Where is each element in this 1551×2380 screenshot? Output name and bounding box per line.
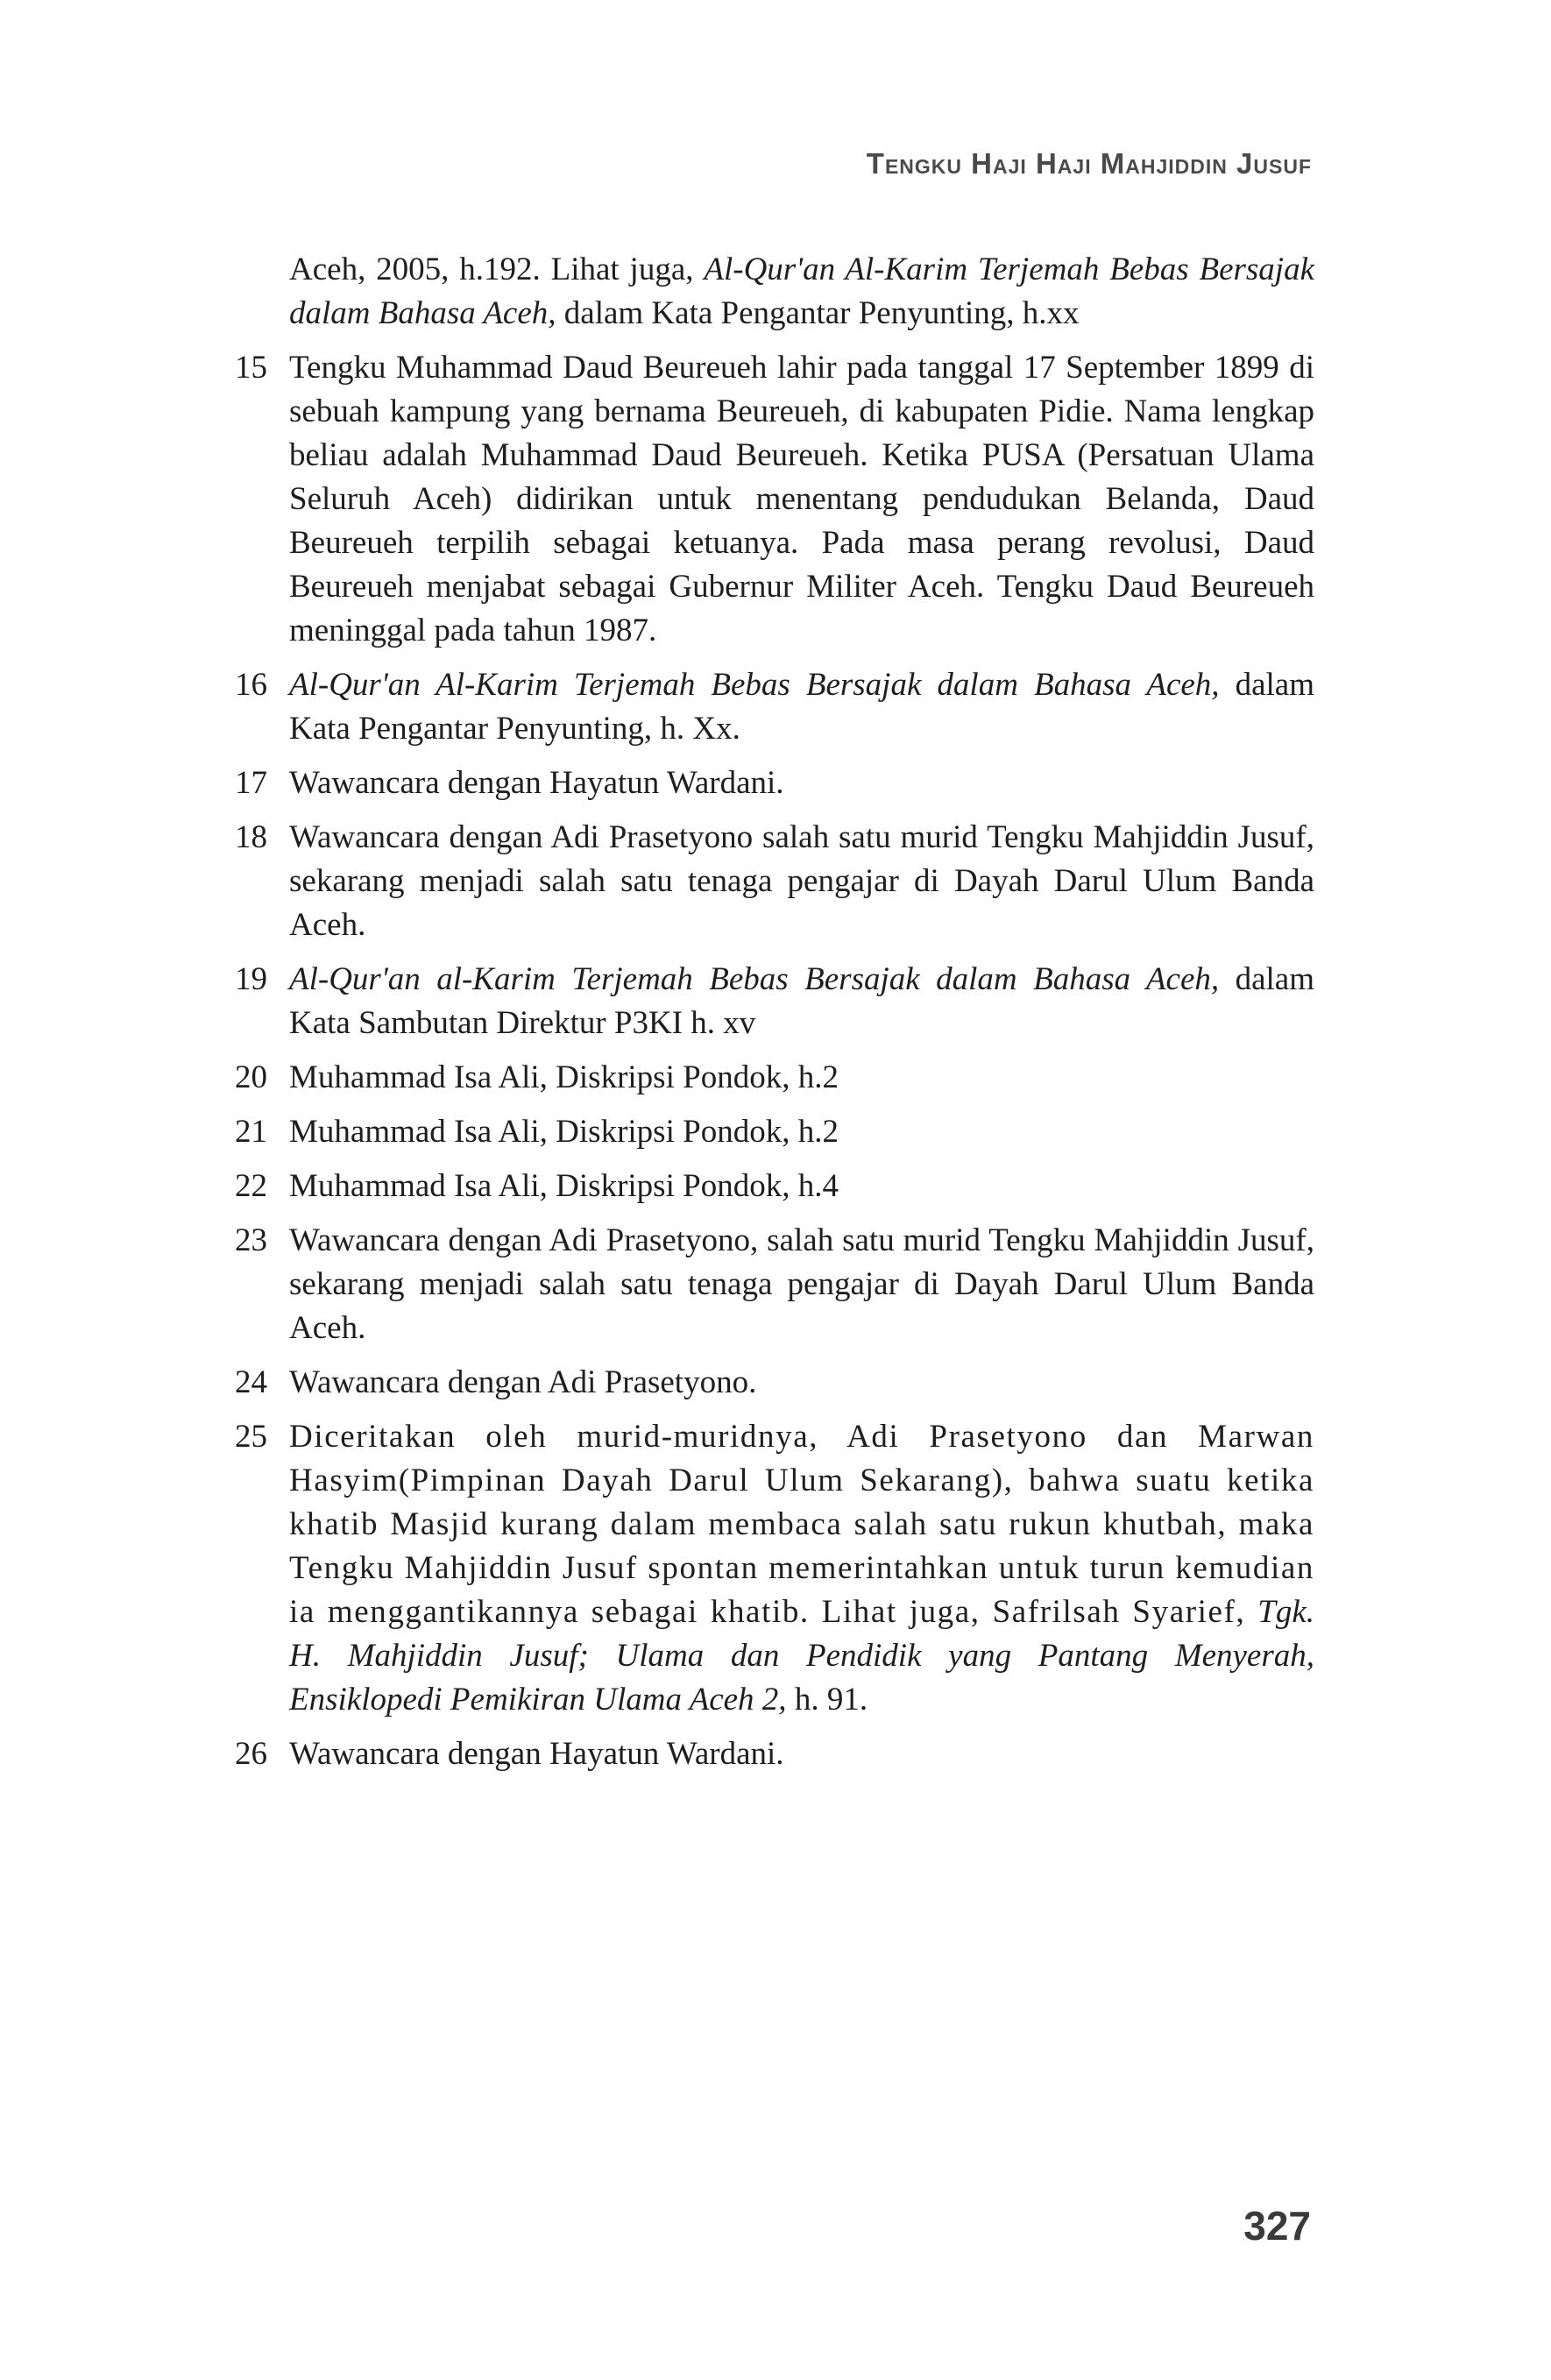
footnote-text: dalam Kata Pengantar Penyunting, h.xx [556,295,1080,331]
footnote-item [235,1732,1314,1776]
footnote-item [235,761,1314,805]
page-number: 327 [1243,2203,1311,2249]
footnote-italic-title: Al-Qur'an Al-Karim Terjemah Bebas Bersajak dalam Bahasa Aceh, [289,251,1315,331]
footnote-number: 19 [235,961,267,997]
footnote-number: 18 [235,819,267,855]
footnote-text: Muhammad Isa Ali, Diskripsi Pondok, h.2 [289,1059,839,1095]
footnote-number: 20 [235,1059,267,1095]
footnote-number: 23 [235,1222,267,1258]
footnote-body [289,1110,1314,1154]
footnote-body [289,1415,1314,1722]
footnote-body [289,1361,1314,1405]
footnote-text: dalam Kata Sambutan Direktur P3KI h. xv [289,961,1315,1041]
footnote-italic-title: Tgk. H. Mahjiddin Jusuf; Ulama dan Pendidik yang Pantang Menyerah, Ensiklopedi Pemikiran Ulama Aceh 2, [289,1594,1314,1718]
footnote-body [289,346,1314,653]
footnote-item [235,663,1314,751]
footnote-body [289,663,1314,751]
footnote-item [235,1219,1314,1350]
footnote-number: 22 [235,1168,267,1204]
footnote-body [289,1056,1314,1100]
running-head [867,147,1312,181]
footnote-number: 16 [235,667,267,703]
footnote-item [235,1165,1314,1208]
footnote-item [235,1056,1314,1100]
footnote-item [235,1415,1314,1722]
footnote-body [289,761,1314,805]
footnote-body [289,1732,1314,1776]
footnote-continuation [235,248,1314,336]
footnote-text: Wawancara dengan Adi Prasetyono, salah satu murid Tengku Mahjiddin Jusuf, sekarang menjadi salah satu tenaga pengajar di Dayah Darul Ulum Banda Aceh. [289,1222,1314,1346]
footnote-list [235,248,1314,1787]
footnote-body [289,1165,1314,1208]
footnote-text: h. 91. [786,1682,868,1718]
footnote-item [235,1110,1314,1154]
footnote-number: 21 [235,1114,267,1150]
footnote-italic-title: Al-Qur'an Al-Karim Terjemah Bebas Bersajak dalam Bahasa Aceh, [289,667,1220,703]
footnote-text: Wawancara dengan Adi Prasetyono. [289,1364,757,1400]
footnote-text: Tengku Muhammad Daud Beureueh lahir pada tanggal 17 September 1899 di sebuah kampung yang bernama Beureueh, di kabupaten Pidie. Nama lengkap beliau adalah Muhammad Daud Beureueh. Ketika PUSA (Persatuan Ulama Seluruh Aceh) didirikan untuk menentang pendudukan Belanda, Daud Beureueh terpilih sebagai ketuanya. Pada masa perang revolusi, Daud Beureueh menjabat sebagai Gubernur Militer Aceh. Tengku Daud Beureueh meninggal pada tahun 1987. [289,350,1314,648]
footnote-body [289,958,1314,1045]
footnote-text: Muhammad Isa Ali, Diskripsi Pondok, h.4 [289,1168,839,1204]
footnote-body [289,1219,1314,1350]
footnote-text: Wawancara dengan Hayatun Wardani. [289,765,784,801]
footnote-italic-title: Al-Qur'an al-Karim Terjemah Bebas Bersajak dalam Bahasa Aceh, [289,961,1220,997]
footnote-item [235,1361,1314,1405]
footnote-number: 26 [235,1736,267,1772]
footnote-body [289,816,1314,947]
footnote-item [235,958,1314,1045]
footnote-text: Muhammad Isa Ali, Diskripsi Pondok, h.2 [289,1114,839,1150]
footnote-text: Diceritakan oleh murid-muridnya, Adi Prasetyono dan Marwan Hasyim(Pimpinan Dayah Darul Ulum Sekarang), bahwa suatu ketika khatib Masjid kurang dalam membaca salah satu rukun khutbah, maka Tengku Mahjiddin Jusuf spontan memerintahkan untuk turun kemudian ia menggantikannya sebagai khatib. Lihat juga, Safrilsah Syarief, [289,1419,1314,1630]
footnote-number: 25 [235,1419,267,1455]
footnote-text: Aceh, 2005, h.192. Lihat juga, [289,251,705,287]
footnote-number: 15 [235,350,267,386]
footnote-item [235,346,1314,653]
footnote-item [235,816,1314,947]
footnote-number: 24 [235,1364,267,1400]
footnote-text: dalam Kata Pengantar Penyunting, h. Xx. [289,667,1314,747]
footnote-number: 17 [235,765,267,801]
footnote-text: Wawancara dengan Hayatun Wardani. [289,1736,784,1772]
footnote-text: Wawancara dengan Adi Prasetyono salah satu murid Tengku Mahjiddin Jusuf, sekarang menjadi salah satu tenaga pengajar di Dayah Darul Ulum Banda Aceh. [289,819,1314,943]
footnote-body [289,248,1314,336]
running-head-title: Tengku Haji Haji Mahjiddin Jusuf [866,147,1312,180]
